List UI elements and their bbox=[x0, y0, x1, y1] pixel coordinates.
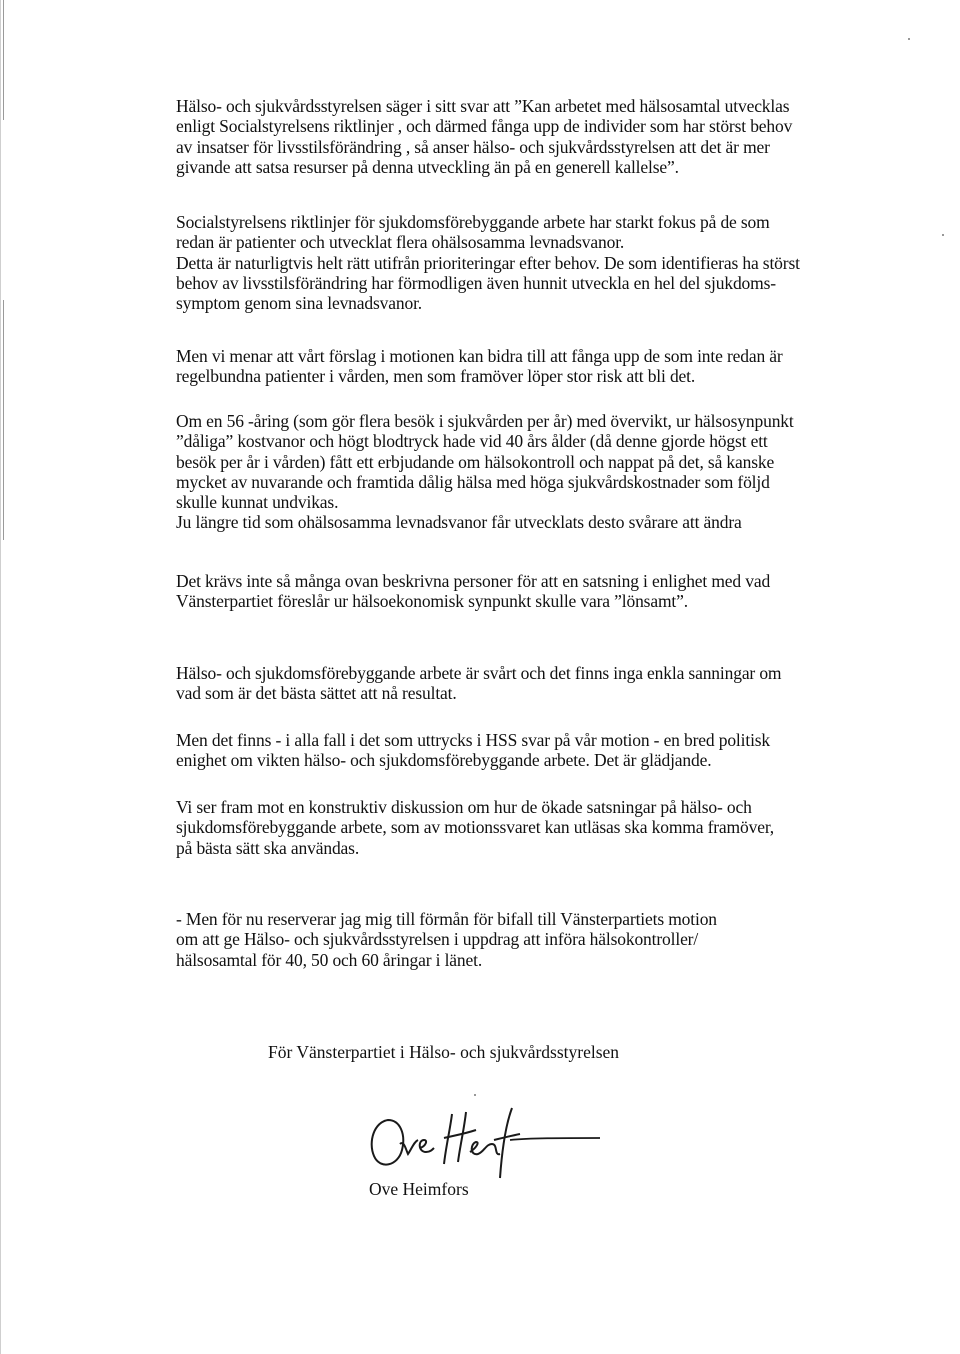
text-line: Vi ser fram mot en konstruktiv diskussion om hur de ökade satsningar på hälso- och bbox=[176, 797, 752, 817]
text-line: sjukdomsförebyggande arbete, som av motionssvaret kan utläsas ska komma framöver, bbox=[176, 817, 775, 838]
paragraph-3 bbox=[176, 346, 876, 387]
paragraph-9 bbox=[176, 909, 876, 970]
paragraph-4 bbox=[176, 411, 876, 533]
handwritten-signature bbox=[360, 1100, 620, 1180]
text-line: enligt Socialstyrelsens riktlinjer , och därmed fånga upp de individer som har störst behov bbox=[176, 116, 793, 137]
text-line: givande att satsa resurser på denna utveckling än på en generell kallelse”. bbox=[176, 156, 679, 177]
scan-edge-mark bbox=[3, 0, 4, 120]
paragraph-6 bbox=[176, 663, 876, 704]
scan-speck bbox=[908, 38, 910, 40]
text-line: Ju längre tid som ohälsosamma levnadsvanor får utvecklats desto svårare att ändra bbox=[176, 512, 742, 533]
text-line: ”dåliga” kostvanor och högt blodtryck hade vid 40 års ålder (då denne gjorde högst ett bbox=[176, 431, 768, 452]
closing-line: För Vänsterpartiet i Hälso- och sjukvårdsstyrelsen bbox=[268, 1042, 620, 1062]
paragraph-2 bbox=[176, 212, 876, 313]
text-line: Om en 56 -åring (som gör flera besök i sjukvården per år) med övervikt, ur hälsosynpunkt bbox=[176, 411, 794, 431]
text-line: Socialstyrelsens riktlinjer för sjukdomsförebyggande arbete har starkt fokus på de som bbox=[176, 212, 770, 232]
text-line: - Men för nu reserverar jag mig till förmån för bifall till Vänsterpartiets motion bbox=[176, 909, 717, 929]
signer-name: Ove Heimfors bbox=[369, 1179, 469, 1199]
paragraph-5 bbox=[176, 571, 876, 612]
scan-speck bbox=[942, 234, 944, 236]
text-line: mycket av nuvarande och framtida dålig hälsa med höga sjukvårdskostnader som följd bbox=[176, 471, 770, 492]
text-line: Men vi menar att vårt förslag i motionen kan bidra till att fånga upp de som inte redan är bbox=[176, 346, 783, 366]
text-line: Detta är naturligtvis helt rätt utifrån prioriteringar efter behov. De som identifieras ha störst bbox=[176, 252, 800, 273]
text-line: behov av livsstilsförändring har förmodligen även hunnit utveckla en hel del sjukdoms- bbox=[176, 272, 776, 293]
text-line: Det krävs inte så många ovan beskrivna personer för att en satsning i enlighet med vad bbox=[176, 571, 771, 591]
scan-edge-mark bbox=[3, 300, 4, 540]
text-line: av insatser för livsstilsförändring , så anser hälso- och sjukvårdsstyrelsen att det är mer bbox=[176, 136, 770, 157]
text-line: vad som är det bästa sättet att nå resultat. bbox=[176, 683, 457, 704]
text-line: redan är patienter och utvecklat flera ohälsosamma levnadsvanor. bbox=[176, 232, 625, 253]
text-line: Hälso- och sjukdomsförebyggande arbete är svårt och det finns inga enkla sanningar om bbox=[176, 663, 782, 683]
text-line: om att ge Hälso- och sjukvårdsstyrelsen i uppdrag att införa hälsokontroller/ bbox=[176, 929, 699, 950]
text-line: på bästa sätt ska användas. bbox=[176, 837, 360, 858]
text-line: hälsosamtal för 40, 50 och 60 åringar i länet. bbox=[176, 949, 483, 970]
text-line: Vänsterpartiet föreslår ur hälsoekonomisk synpunkt skulle vara ”lönsamt”. bbox=[176, 591, 688, 612]
text-line: Hälso- och sjukvårdsstyrelsen säger i sitt svar att ”Kan arbetet med hälsosamtal utvecklas bbox=[176, 96, 790, 116]
text-line: skulle kunnat undvikas. bbox=[176, 492, 339, 513]
scan-speck bbox=[474, 1094, 476, 1096]
scan-edge bbox=[0, 0, 7, 1354]
paragraph-8 bbox=[176, 797, 876, 858]
paragraph-1 bbox=[176, 96, 876, 177]
text-line: besök per år i vården) fått ett erbjudande om hälsokontroll och nappat på det, så kanske bbox=[176, 451, 775, 472]
text-line: symptom genom sina levnadsvanor. bbox=[176, 293, 423, 314]
paragraph-7 bbox=[176, 730, 876, 771]
text-line: regelbundna patienter i vården, men som framöver löper stor risk att bli det. bbox=[176, 366, 696, 387]
text-line: Men det finns - i alla fall i det som uttrycks i HSS svar på vår motion - en bred politisk bbox=[176, 730, 771, 750]
text-line: enighet om vikten hälso- och sjukdomsförebyggande arbete. Det är glädjande. bbox=[176, 750, 712, 771]
